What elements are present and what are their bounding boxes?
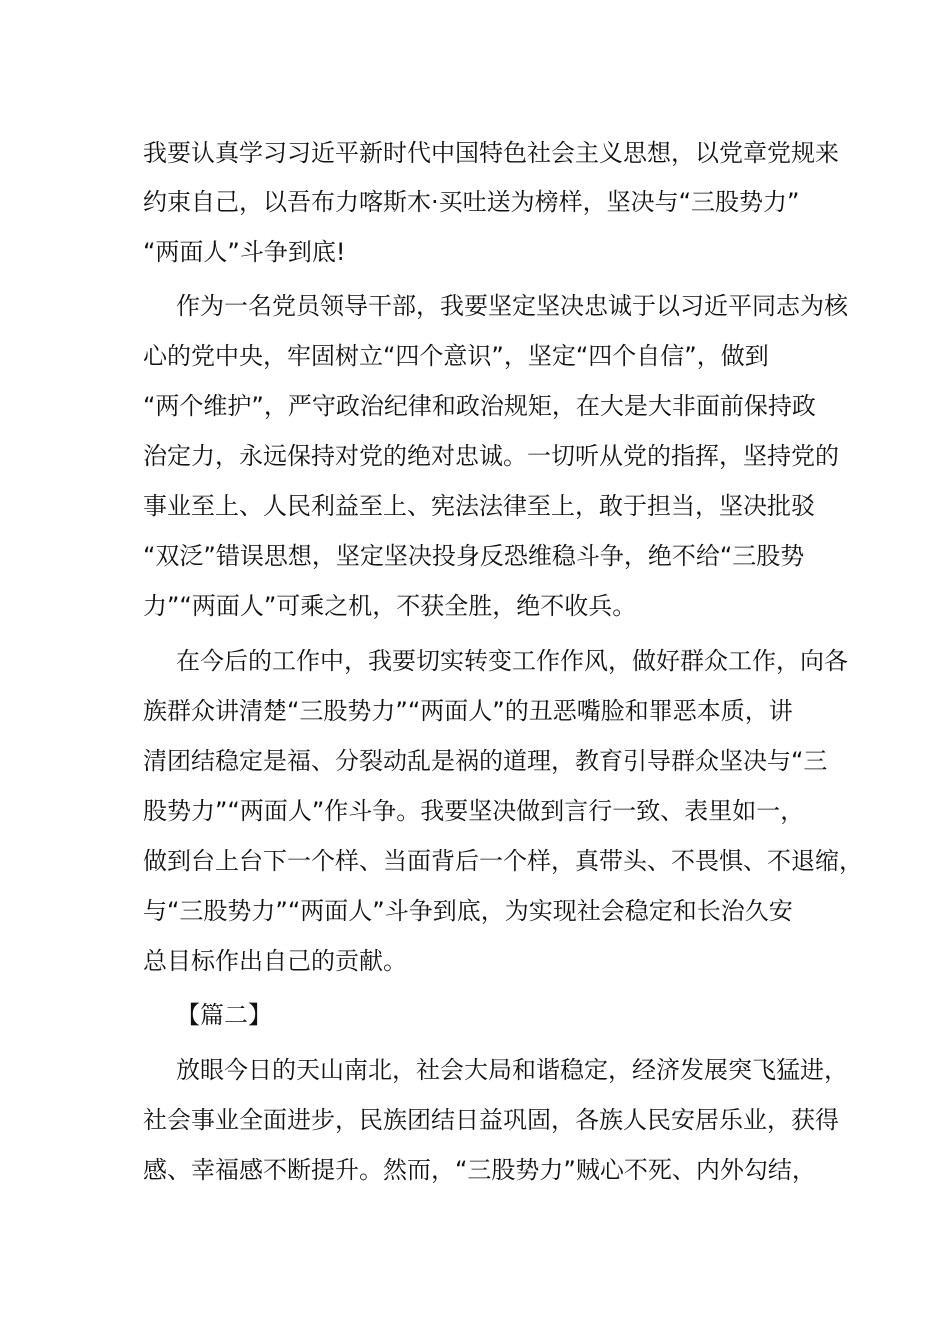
text-line: 感、幸福感不断提升。然而，“三股势力”贼心不死、内外勾结， xyxy=(143,1156,816,1184)
text-line: 力”“两面人”可乘之机，不获全胜，绝不收兵。 xyxy=(143,592,637,620)
text-line: 总目标作出自己的贡献。 xyxy=(143,947,407,975)
text-line: 我要认真学习习近平新时代中国特色社会主义思想，以党章党规来 xyxy=(143,139,839,167)
paragraph-first-line: 放眼今日的天山南北，社会大局和谐稳定，经济发展突飞猛进， xyxy=(176,1056,848,1084)
text-line: 股势力”“两面人”作斗争。我要坚决做到言行一致、表里如一， xyxy=(143,797,805,825)
paragraph-first-line: 作为一名党员领导干部，我要坚定坚决忠诚于以习近平同志为核 xyxy=(176,292,848,320)
text-line: 事业至上、人民利益至上、宪法法律至上，敢于担当，坚决批驳 xyxy=(143,492,815,520)
text-line: 族群众讲清楚“三股势力”“两面人”的丑恶嘴脸和罪恶本质，讲 xyxy=(143,697,793,725)
text-line: “两面人”斗争到底! xyxy=(143,238,346,266)
text-line: 心的党中央，牢固树立“四个意识”，坚定“四个自信”，做到 xyxy=(143,342,769,370)
text-line: 社会事业全面进步，民族团结日益巩固，各族人民安居乐业，获得 xyxy=(143,1106,839,1134)
text-line: 约束自己，以吾布力喀斯木·买吐送为榜样，坚决与“三股势力” xyxy=(143,188,800,216)
text-line: “双泛”错误思想，坚定坚决投身反恐维稳斗争，绝不给“三股势 xyxy=(143,542,805,570)
text-line: 治定力，永远保持对党的绝对忠诚。一切听从党的指挥，坚持党的 xyxy=(143,442,839,470)
section-heading: 【篇二】 xyxy=(176,1001,272,1029)
text-line: 与“三股势力”“两面人”斗争到底，为实现社会稳定和长治久安 xyxy=(143,897,793,925)
text-line: “两个维护”，严守政治纪律和政治规矩，在大是大非面前保持政 xyxy=(143,392,816,420)
text-line: 清团结稳定是福、分裂动乱是祸的道理，教育引导群众坚决与“三 xyxy=(143,747,828,775)
text-line: 做到台上台下一个样、当面背后一个样，真带头、不畏惧、不退缩， xyxy=(143,847,863,875)
paragraph-first-line: 在今后的工作中，我要切实转变工作作风，做好群众工作，向各 xyxy=(176,647,848,675)
